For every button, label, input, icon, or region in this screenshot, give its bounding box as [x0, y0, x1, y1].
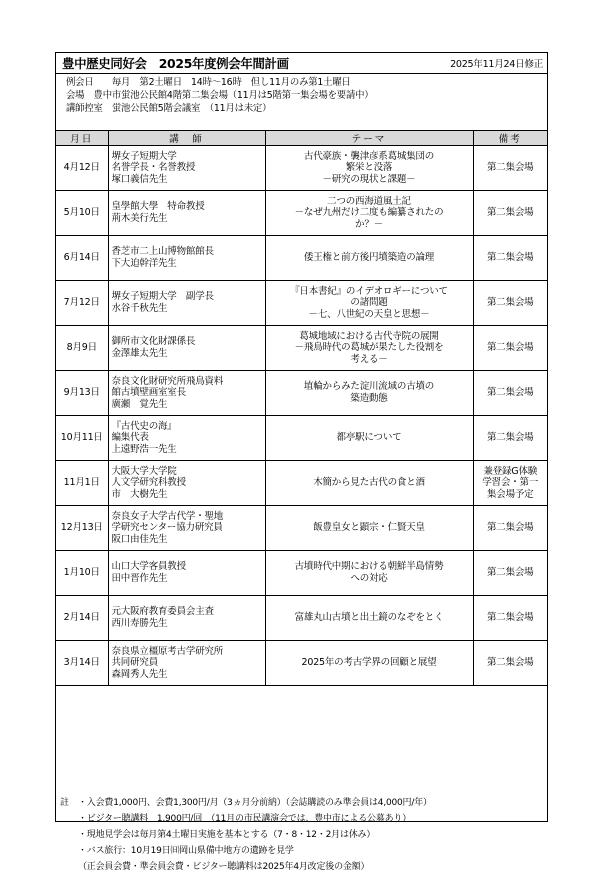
lecturer-cell-line: 『古代史の海』 — [111, 420, 177, 432]
theme-cell — [265, 371, 473, 416]
date-cell: 5月10日 — [56, 191, 108, 236]
theme-cell-line: 倭王権と前方後円墳築造の論理 — [303, 252, 435, 264]
lecturer-cell — [108, 146, 265, 191]
theme-cell-line: の諸問題 — [350, 297, 388, 309]
theme-cell — [265, 236, 473, 281]
theme-cell-line: 古墳時代中期における朝鮮半島情勢 — [294, 561, 444, 573]
table-row — [56, 281, 547, 326]
table-row — [56, 191, 547, 236]
lecturer-cell — [108, 236, 265, 281]
revision-date: 2025年11月24日修正 — [450, 59, 543, 70]
theme-cell-line: 都亭駅について — [336, 432, 402, 444]
note-cell-line: 学習会・第一 — [482, 477, 539, 489]
lecturer-cell-line: 香芝市二上山博物館館長 — [111, 246, 214, 258]
note-cell-line: 第二集会場 — [486, 252, 534, 264]
note-cell-line: 第二集会場 — [486, 342, 534, 354]
date-cell: 11月1日 — [56, 461, 108, 506]
note-cell-line: 第二集会場 — [486, 207, 534, 219]
lecturer-cell-line: 名誉学長・名誉教授 — [111, 162, 196, 174]
info-meeting-day: 例会日 毎月 第2土曜日 14時～16時 但し11月のみ第1土曜日 — [66, 77, 351, 88]
theme-cell-line: 埴輪からみた淀川流域の古墳の — [303, 381, 435, 393]
lecturer-cell — [108, 506, 265, 551]
theme-cell-line: 2025年の考古学界の回顧と展望 — [301, 657, 437, 669]
lecturer-cell-line: 金澤雄太先生 — [111, 348, 168, 359]
theme-cell-line: 考える－ — [350, 353, 388, 365]
theme-cell — [265, 191, 473, 236]
theme-cell-line: －飛鳥時代の葛城が果たした役割を — [294, 342, 444, 354]
note-cell — [473, 506, 547, 551]
theme-cell-line: －研究の現状と課題－ — [322, 173, 416, 185]
table-row — [56, 371, 547, 416]
page-title: 豊中歴史同好会 2025年度例会年間計画 — [62, 56, 289, 71]
date-cell: 12月13日 — [56, 506, 108, 551]
lecturer-cell-line: 堺女子短期大学 副学長 — [111, 291, 214, 303]
date-cell: 3月14日 — [56, 641, 108, 686]
lecturer-cell-line: 人文学研究科教授 — [111, 477, 186, 489]
header-note: 備考 — [473, 131, 547, 146]
lecturer-cell — [108, 371, 265, 416]
table-row — [56, 641, 547, 686]
footnote-line: ・ビジター聴講料 1,900円/回 （11月の市民講演会では、豊中市による公募あり） — [78, 814, 411, 824]
date-cell: 8月9日 — [56, 326, 108, 371]
theme-cell-line: 古代豪族・襲津彦系葛城集団の — [303, 150, 435, 162]
note-cell — [473, 416, 547, 461]
footnote-line: （正会員会費・準会員会費・ビジター聴講料は2025年4月改定後の金額） — [78, 862, 370, 872]
lecturer-cell-line: 市 大樹先生 — [111, 488, 168, 500]
lecturer-cell — [108, 551, 265, 596]
schedule-sheet — [55, 52, 548, 872]
theme-cell-line: 繁栄と没落 — [345, 162, 393, 174]
lecturer-cell-line: 荊木美行先生 — [111, 213, 168, 224]
note-cell-line: 集会場予定 — [486, 488, 534, 500]
lecturer-cell — [108, 641, 265, 686]
table-row — [56, 461, 547, 506]
note-cell-line: 第二集会場 — [486, 522, 534, 534]
schedule-table — [56, 130, 547, 686]
theme-cell — [265, 281, 473, 326]
lecturer-cell-line: 大阪大学大学院 — [111, 465, 177, 477]
table-header-row — [56, 131, 547, 146]
footnote-label: 註 — [60, 798, 69, 808]
lecturer-cell-line: 学研究センター協力研究員 — [111, 522, 223, 534]
header-lecturer: 講 師 — [108, 131, 265, 146]
lecturer-cell — [108, 461, 265, 506]
footnotes — [56, 791, 547, 872]
note-cell — [473, 596, 547, 641]
theme-cell-line: 葛城地域における古代寺院の展開 — [299, 330, 439, 342]
note-cell — [473, 146, 547, 191]
lecturer-cell-line: 共同研究員 — [111, 657, 159, 669]
theme-cell — [265, 641, 473, 686]
theme-cell-line: 二つの西海道風土記 — [327, 195, 411, 207]
theme-cell — [265, 461, 473, 506]
date-cell: 1月10日 — [56, 551, 108, 596]
note-cell-line: 第二集会場 — [486, 657, 534, 669]
lecturer-cell-line: 奈良女子大学古代学・聖地 — [111, 510, 224, 522]
note-cell — [473, 236, 547, 281]
note-cell-line: 第二集会場 — [486, 612, 534, 624]
theme-cell-line: 富雄丸山古墳と出土鏡のなぞをとく — [294, 612, 444, 624]
lecturer-cell-line: 森岡秀人先生 — [111, 668, 168, 680]
lecturer-cell-line: 阪口由佳先生 — [111, 533, 168, 545]
lecturer-cell — [108, 281, 265, 326]
note-cell — [473, 371, 547, 416]
note-cell-line: 第二集会場 — [486, 297, 534, 309]
date-cell: 7月12日 — [56, 281, 108, 326]
lecturer-cell-line: 廣瀬 覚先生 — [111, 398, 168, 410]
table-row — [56, 326, 547, 371]
theme-cell-line: への対応 — [350, 573, 388, 584]
footnote-line: 註 ・入会費1,000円、会費1,300円/月（3ヵ月分前納）（会誌購読のみ準会員は4,000円/年） — [60, 795, 547, 811]
note-cell — [473, 281, 547, 326]
date-cell: 6月14日 — [56, 236, 108, 281]
note-cell-line: 兼登録G体験 — [483, 465, 538, 477]
lecturer-cell-line: 西川寿勝先生 — [111, 618, 168, 629]
lecturer-cell — [108, 596, 265, 641]
lecturer-cell-line: 館古墳壁画室室長 — [111, 387, 186, 399]
lecturer-cell-line: 御所市文化財課係長 — [111, 336, 196, 348]
table-row — [56, 506, 547, 551]
lecturer-cell-line: 水谷千秋先生 — [111, 303, 168, 314]
lecturer-cell-line: 下大迫幹洋先生 — [111, 258, 177, 269]
table-row — [56, 416, 547, 461]
date-cell: 4月12日 — [56, 146, 108, 191]
theme-cell-line: か？－ — [355, 218, 383, 230]
lecturer-cell-line: 塚口義信先生 — [111, 173, 168, 185]
lecturer-cell — [108, 191, 265, 236]
theme-cell — [265, 326, 473, 371]
header-date: 月日 — [56, 131, 108, 146]
lecturer-cell — [108, 416, 265, 461]
theme-cell-line: －七、八世紀の天皇と思想－ — [308, 308, 430, 320]
table-row — [56, 551, 547, 596]
lecturer-cell-line: 上遠野浩一先生 — [111, 443, 177, 455]
date-cell: 2月14日 — [56, 596, 108, 641]
note-cell — [473, 326, 547, 371]
info-venue: 会場 豊中市蛍池公民館4階第二集会場（11月は5階第一集会場を要請中） — [66, 90, 374, 101]
lecturer-cell — [108, 326, 265, 371]
theme-cell — [265, 506, 473, 551]
lecturer-cell-line: 奈良文化財研究所飛鳥資料 — [111, 375, 224, 387]
date-cell: 9月13日 — [56, 371, 108, 416]
note-cell-line: 第二集会場 — [486, 387, 534, 399]
footnote-line: ・現地見学会は毎月第4土曜日実施を基本とする（7・8・12・2月は休み） — [78, 830, 376, 840]
table-row — [56, 596, 547, 641]
date-cell: 10月11日 — [56, 416, 108, 461]
theme-cell-line: －なぜ九州だけ二度も編纂されたの — [294, 207, 444, 219]
title-bar — [56, 53, 547, 73]
theme-cell-line: 木簡から見た古代の食と酒 — [313, 477, 425, 489]
theme-cell-line: 築造動態 — [350, 393, 388, 404]
theme-cell — [265, 416, 473, 461]
lecturer-cell-line: 皇學館大學 特命教授 — [111, 201, 205, 213]
theme-cell-line: 『日本書紀』のイデオロギーについて — [290, 285, 448, 297]
note-cell — [473, 551, 547, 596]
theme-cell-line: 飯豊皇女と顕宗・仁賢天皇 — [313, 522, 425, 534]
note-cell-line: 第二集会場 — [486, 432, 534, 444]
note-cell — [473, 641, 547, 686]
note-cell — [473, 461, 547, 506]
note-cell — [473, 191, 547, 236]
lecturer-cell-line: 田中晋作先生 — [111, 573, 168, 584]
lecturer-cell-line: 奈良県立橿原考古学研究所 — [111, 645, 224, 657]
table-row — [56, 146, 547, 191]
header-theme: テーマ — [265, 131, 473, 146]
table-row — [56, 236, 547, 281]
lecturer-cell-line: 元大阪府教育委員会主査 — [111, 606, 214, 618]
footnote-line: ・バス旅行：10月19日㈰岡山県備中地方の遺跡を見学 — [78, 846, 294, 856]
theme-cell — [265, 551, 473, 596]
info-lecturer-room: 講師控室 蛍池公民館5階会議室 （11月は未定） — [66, 103, 272, 114]
lecturer-cell-line: 堺女子短期大学 — [111, 150, 177, 162]
note-cell-line: 第二集会場 — [486, 162, 534, 174]
lecturer-cell-line: 編集代表 — [111, 432, 149, 444]
theme-cell — [265, 146, 473, 191]
meeting-info — [56, 73, 547, 115]
lecturer-cell-line: 山口大学客員教授 — [111, 561, 186, 573]
note-cell-line: 第二集会場 — [486, 567, 534, 579]
theme-cell — [265, 596, 473, 641]
